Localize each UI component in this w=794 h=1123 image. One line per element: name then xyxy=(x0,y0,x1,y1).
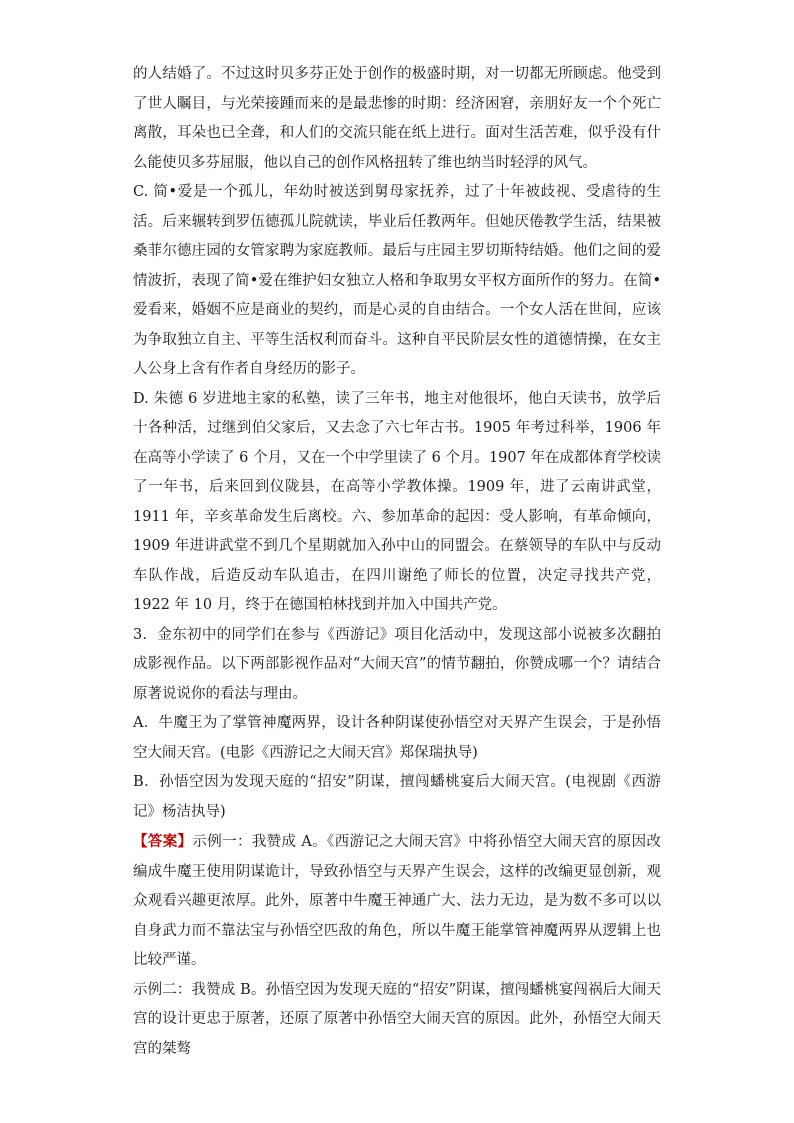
paragraph-option-c-jane-eyre: C. 简•爱是一个孤儿，年幼时被送到舅母家抚养，过了十年被歧视、受虐待的生活。后来辗转到罗伍德孤儿院就读，毕业后任教两年。但她厌倦教学生活，结果被桑菲尔德庄园的女管家聘为家庭教师。最后与庄园主罗切斯特结婚。他们之间的爱情波折，表现了简•爱在维护妇女独立人格和争取男女平权方面所作的努力。在简•爱看来，婚姻不应是商业的契约，而是心灵的自由结合。一个女人活在世间，应该为争取独立自主、平等生活权利而奋斗。这种自平民阶层女性的道德情操，在女主人公身上含有作者自身经历的影子。 xyxy=(133,184,661,377)
answer-example-one: 示例一：我赞成 A。《西游记之大闹天宫》中将孙悟空大闹天宫的原因改编成牛魔王使用阴谋诡计，导致孙悟空与天界产生误会，这样的改编更显创新，观众观看兴趣更浓厚。此外，原著中牛魔王神通广大、法力无边，是为数不多可以以自身武力而不靠法宝与孙悟空匹敌的角色，所以牛魔王能掌管神魔两界从逻辑上也比较严谨。 xyxy=(133,834,662,968)
question-3-option-a: A．牛魔王为了掌管神魔两界，设计各种阴谋使孙悟空对天界产生误会，于是孙悟空大闹天宫。(电影《西游记之大闹天宫》郑保瑞执导) xyxy=(133,715,661,761)
document-page xyxy=(133,60,661,1064)
question-3-stem: 3．金东初中的同学们在参与《西游记》项目化活动中，发现这部小说被多次翻拍成影视作品。以下两部影视作品对“大闹天宫”的情节翻拍，你赞成哪一个？请结合原著说说你的看法与理由。 xyxy=(133,626,661,702)
answer-paragraph xyxy=(133,827,661,976)
answer-example-two: 示例二：我赞成 B。孙悟空因为发现天庭的“招安”阴谋，擅闯蟠桃宴闯祸后大闹天宫的设计更忠于原著，还原了原著中孙悟空大闹天宫的原因。此外，孙悟空大闹天宫的桀骜 xyxy=(133,981,661,1057)
paragraph-option-d-zhu-de: D. 朱德 6 岁进地主家的私塾，读了三年书，地主对他很坏，他白天读书，放学后十各种活，过继到伯父家后，又去念了六七年古书。1905 年考过科举，1906 年在高等小学读了 6 个月，又在一个中学里读了 6 个月。1907 年在成都体育学校读了一年书，后来回到仪陇县，在高等小学教体操。1909 年，进了云南讲武堂，1911 年，辛亥革命发生后离校。六、参加革命的起因：受人影响，有革命倾向，1909 年进讲武堂不到几个星期就加入孙中山的同盟会。在蔡领导的车队中与反动车队作战，后造反动车队追击，在四川谢绝了师长的位置，决定寻找共产党，1922 年 10 月，终于在德国柏林找到并加入中国共产党。 xyxy=(133,390,661,613)
paragraph-beethoven: 的人结婚了。不过这时贝多芬正处于创作的极盛时期，对一切都无所顾虑。他受到了世人瞩目，与光荣接踵而来的是最悲惨的时期：经济困窘，亲朋好友一个个死亡离散，耳朵也已全聋，和人们的交流只能在纸上进行。面对生活苦难，似乎没有什么能使贝多芬屈服，他以自己的创作风格扭转了维也纳当时轻浮的风气。 xyxy=(133,66,661,171)
question-3-option-b: B．孙悟空因为发现天庭的“招安”阴谋，擅闯蟠桃宴后大闹天宫。(电视剧《西游记》杨洁执导) xyxy=(133,774,661,820)
answer-tag: 【答案】 xyxy=(133,833,193,850)
